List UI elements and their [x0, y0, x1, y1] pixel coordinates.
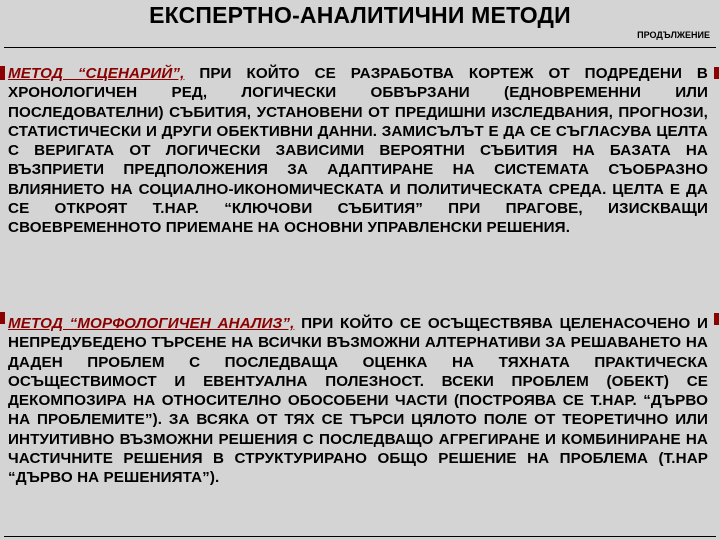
- paragraph-morphological-method: [8, 314, 708, 488]
- top-divider: [4, 47, 716, 48]
- paragraph-marker-right: [714, 313, 719, 325]
- page-title: ЕКСПЕРТНО-АНАЛИТИЧНИ МЕТОДИ: [149, 2, 571, 28]
- paragraph-marker-left: [0, 312, 5, 324]
- morphological-method-heading: МЕТОД “МОРФОЛОГИЧЕН АНАЛИЗ”,: [8, 315, 295, 332]
- paragraph-marker-right: [714, 67, 719, 79]
- paragraph-scenario-method: [8, 64, 708, 238]
- scenario-method-heading: МЕТОД “СЦЕНАРИЙ”,: [8, 65, 185, 82]
- bottom-divider: [4, 536, 716, 537]
- scenario-method-text: ПРИ КОЙТО СЕ РАЗРАБОТВА КОРТЕЖ ОТ ПОДРЕДЕНИ В ХРОНОЛОГИЧЕН РЕД, ЛОГИЧЕСКИ ОБВЪРЗАНИ (ЕДНОВРЕМЕННИ ИЛИ ПОСЛЕДОВАТЕЛНИ) СЪБИТИЯ, УСТАНОВЕНИ ОТ ПРЕДИШНИ ИЗСЛЕДВАНИЯ, ПРОГНОЗИ, СТАТИСТИЧЕСКИ И ДРУГИ ОБЕКТИВНИ ДАННИ. ЗАМИСЪЛЪТ Е ДА СЕ СЪГЛАСУВА ЦЕЛТА С ВЕРИГАТА ОТ ЛОГИЧЕСКИ ЗАВИСИМИ ВЕРОЯТНИ СЪБИТИЯ НА БАЗАТА НА ВЪЗПРИЕТИ ПРЕДПОЛОЖЕНИЯ ЗА АДАПТИРАНЕ НА СИСТЕМАТА СЪОБРАЗНО ВЛИЯНИЕТО НА СОЦИАЛНО-ИКОНОМИЧЕСКАТА И ПОЛИТИЧЕСКАТА СРЕДА. ЦЕЛТА Е ДА СЕ ОТКРОЯТ Т.НАР. “КЛЮЧОВИ СЪБИТИЯ” ПРИ ПРАГОВЕ, ИЗИСКВАЩИ СВОЕВРЕМЕННОТО ПРИЕМАНЕ НА ОСНОВНИ УПРАВЛЕНСКИ РЕШЕНИЯ.: [8, 65, 708, 237]
- paragraph-marker-left: [0, 66, 5, 80]
- page-subtitle: ПРОДЪЛЖЕНИЕ: [637, 30, 710, 40]
- morphological-method-text: ПРИ КОЙТО СЕ ОСЪЩЕСТВЯВА ЦЕЛЕНАСОЧЕНО И НЕПРЕДУБЕДЕНО ТЪРСЕНЕ НА ВСИЧКИ ВЪЗМОЖНИ АЛТЕРНАТИВИ ЗА РЕШАВАНЕТО НА ДАДЕН ПРОБЛЕМ С ПОСЛЕДВАЩА ОЦЕНКА НА ТЯХНАТА ПРАКТИЧЕСКА ОСЪЩЕСТВИМОСТ И ЕВЕНТУАЛНА ПОЛЕЗНОСТ. ВСЕКИ ПРОБЛЕМ (ОБЕКТ) СЕ ДЕКОМПОЗИРА НА ОТНОСИТЕЛНО ОБОСОБЕНИ ЧАСТИ (ПОСТРОЯВА СЕ Т.НАР. “ДЪРВО НА ПРОБЛЕМИТЕ”). ЗА ВСЯКА ОТ ТЯХ СЕ ТЪРСИ ЦЯЛОТО ПОЛЕ ОТ ТЕОРЕТИЧНО ИЛИ ИНТУИТИВНО ВЪЗМОЖНИ РЕШЕНИЯ С ПОСЛЕДВАЩО АГРЕГИРАНЕ И КОМБИНИРАНЕ НА ЧАСТИЧНИТЕ РЕШЕНИЯ В СТРУКТУРИРАНО ОБЩО РЕШЕНИЕ НА ПРОБЛЕМА (Т.НАР “ДЪРВО НА РЕШЕНИЯТА”).: [8, 315, 708, 487]
